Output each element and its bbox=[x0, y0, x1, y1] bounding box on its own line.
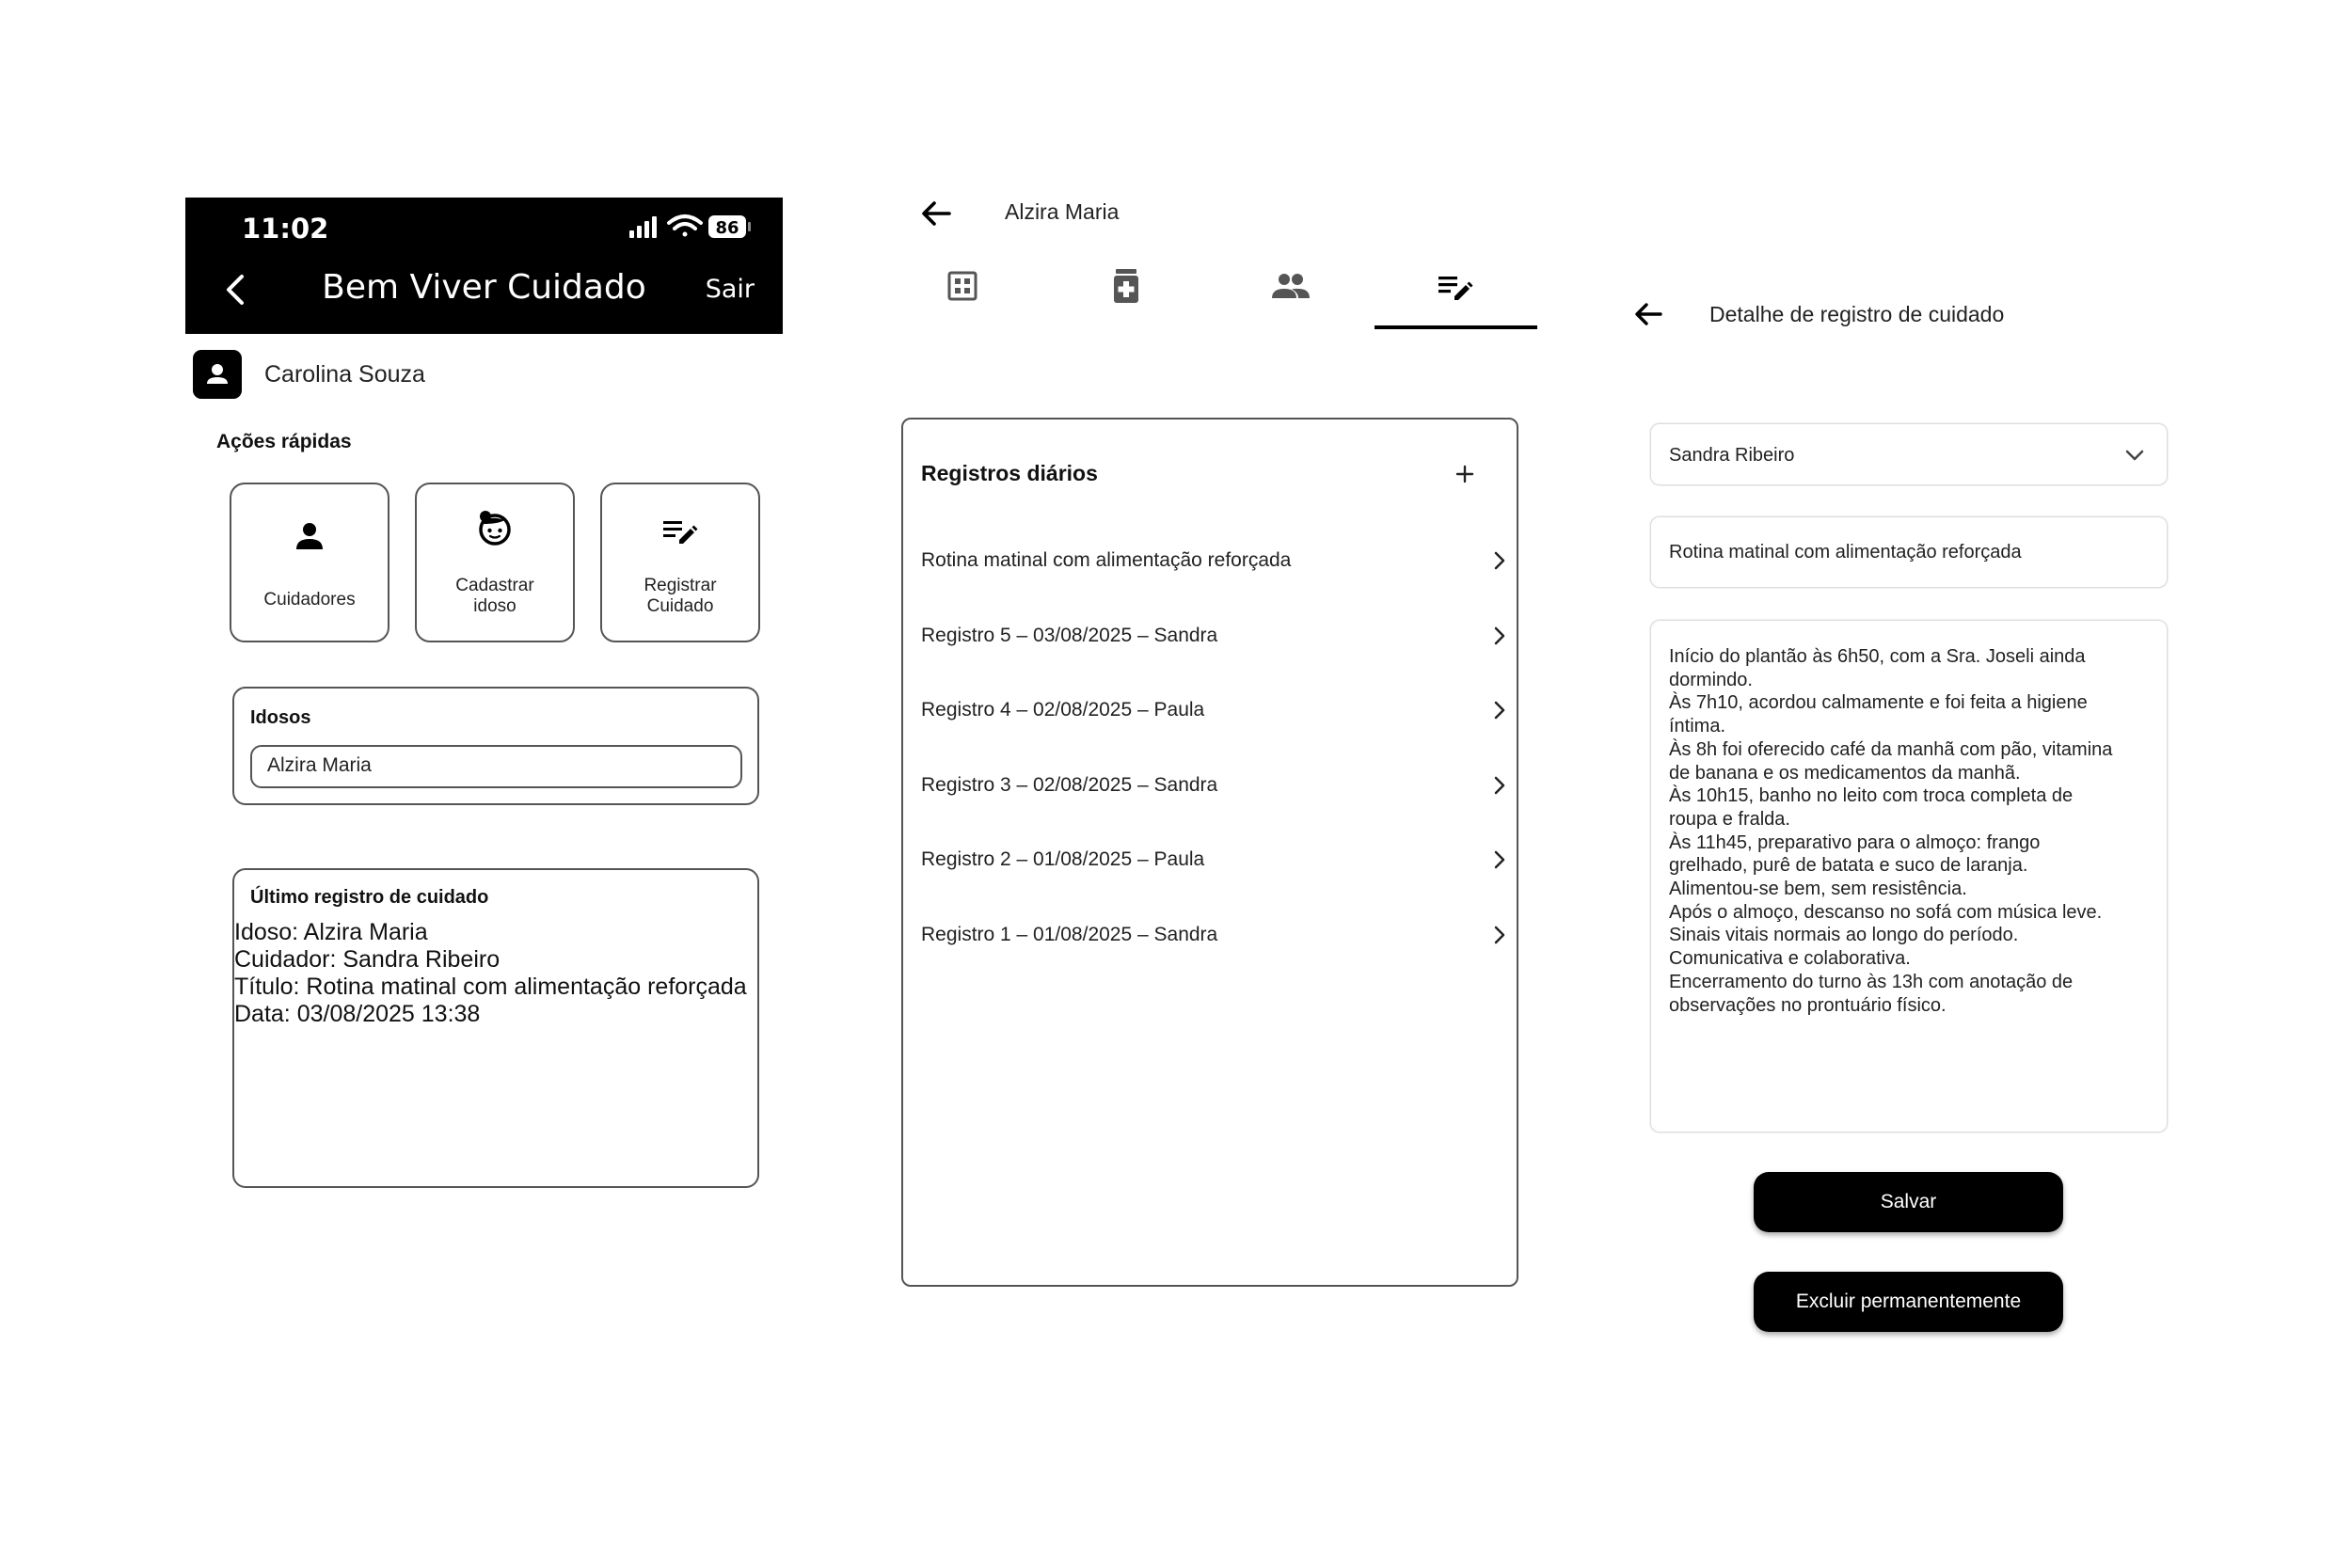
record-title-value: Rotina matinal com alimentação reforçada bbox=[1669, 542, 2022, 562]
tab-people[interactable] bbox=[1271, 273, 1311, 299]
record-item-label: Registro 3 – 02/08/2025 – Sandra bbox=[921, 774, 1218, 796]
record-item[interactable] bbox=[921, 617, 1510, 655]
record-item-label: Registro 1 – 01/08/2025 – Sandra bbox=[921, 924, 1218, 945]
elderly-face-icon bbox=[476, 509, 514, 546]
record-item[interactable] bbox=[921, 916, 1510, 954]
record-item-label: Registro 2 – 01/08/2025 – Paula bbox=[921, 848, 1205, 870]
tab-dashboard[interactable] bbox=[946, 270, 978, 302]
last-record-elder: Idoso: Alzira Maria bbox=[234, 919, 428, 945]
tab-medication[interactable] bbox=[1112, 268, 1140, 304]
person-icon bbox=[193, 350, 242, 399]
caregiver-select-value: Sandra Ribeiro bbox=[1669, 445, 1795, 466]
logout-button[interactable]: Sair bbox=[705, 275, 755, 304]
last-record-card bbox=[232, 868, 759, 1188]
tab-care-records[interactable] bbox=[1437, 272, 1474, 304]
record-item[interactable] bbox=[921, 542, 1510, 579]
elders-card bbox=[232, 687, 759, 805]
record-item[interactable] bbox=[921, 841, 1510, 879]
medication-icon bbox=[1112, 268, 1140, 304]
dashboard-icon bbox=[946, 270, 978, 302]
person-icon bbox=[294, 519, 326, 551]
record-item[interactable] bbox=[921, 691, 1510, 729]
save-button[interactable]: Salvar bbox=[1754, 1172, 2063, 1232]
last-record-title: Último registro de cuidado bbox=[250, 887, 489, 908]
delete-button[interactable]: Excluir permanentemente bbox=[1754, 1272, 2063, 1332]
chevron-down-icon bbox=[2124, 446, 2145, 465]
notes-textarea[interactable] bbox=[1650, 620, 2168, 1132]
register-elder-label: Cadastrar idoso bbox=[455, 576, 534, 616]
chevron-right-icon bbox=[1487, 924, 1510, 946]
daily-records-card bbox=[901, 418, 1518, 1287]
register-care-button[interactable] bbox=[600, 483, 760, 642]
page-title: Detalhe de registro de cuidado bbox=[1709, 302, 2005, 326]
app-title: Bem Viver Cuidado bbox=[322, 268, 646, 307]
record-item-label: Rotina matinal com alimentação reforçada bbox=[921, 549, 1292, 571]
back-arrow-icon[interactable] bbox=[920, 199, 952, 228]
battery-level: 86 bbox=[715, 218, 739, 238]
edit-note-icon bbox=[661, 516, 699, 548]
notes-text: Início do plantão às 6h50, com a Sra. Joseli ainda dormindo. Às 7h10, acordou calmamente e foi feita a higiene íntima. Às 8h foi oferecido café da manhã com pão, vitamina de banana e os medicamentos da manhã. Às 10h15, banho no leito com troca completa de roupa e fralda. Às 11h45, preparativo para o almoço: frango grelhado, purê de batata e suco de laranja. Alimentou-se bem, sem resistência. Após o almoço, descanso no sofá com música leve. Sinais vitais normais ao longo do período. Comunicativa e colaborativa. Encerramento do turno às 13h com anotação de observações no prontuário físico. bbox=[1669, 646, 2113, 1016]
back-arrow-icon[interactable] bbox=[1633, 301, 1663, 327]
chevron-right-icon bbox=[1487, 699, 1510, 721]
current-user bbox=[193, 350, 663, 399]
register-elder-button[interactable] bbox=[415, 483, 575, 642]
status-icons bbox=[628, 212, 769, 242]
add-record-button[interactable] bbox=[1454, 464, 1475, 484]
elder-name: Alzira Maria bbox=[1005, 199, 1120, 224]
chevron-right-icon bbox=[1487, 848, 1510, 871]
last-record-record-title: Título: Rotina matinal com alimentação reforçada bbox=[234, 974, 747, 1000]
elders-title: Idosos bbox=[250, 707, 311, 728]
active-tab-indicator bbox=[1375, 325, 1537, 329]
status-time: 11:02 bbox=[242, 213, 329, 245]
avatar bbox=[193, 350, 242, 399]
daily-records-title: Registros diários bbox=[921, 461, 1098, 485]
signal-icon bbox=[629, 216, 657, 238]
edit-note-icon bbox=[1437, 272, 1474, 304]
battery-icon bbox=[708, 215, 751, 238]
last-record-date: Data: 03/08/2025 13:38 bbox=[234, 1001, 481, 1027]
caregivers-label: Cuidadores bbox=[263, 590, 356, 610]
last-record-caregiver: Cuidador: Sandra Ribeiro bbox=[234, 946, 501, 973]
record-item-label: Registro 4 – 02/08/2025 – Paula bbox=[921, 699, 1205, 721]
register-care-label: Registrar Cuidado bbox=[644, 576, 717, 616]
caregiver-select[interactable] bbox=[1650, 423, 2168, 485]
record-item[interactable] bbox=[921, 767, 1510, 804]
chevron-right-icon bbox=[1487, 625, 1510, 647]
chevron-right-icon bbox=[1487, 549, 1510, 572]
caregivers-button[interactable] bbox=[230, 483, 389, 642]
record-item-label: Registro 5 – 03/08/2025 – Sandra bbox=[921, 625, 1218, 646]
app-header bbox=[185, 198, 783, 334]
quick-actions-title: Ações rápidas bbox=[216, 431, 352, 452]
chevron-right-icon bbox=[1487, 774, 1510, 797]
people-icon bbox=[1271, 273, 1311, 299]
elder-select[interactable]: Alzira Maria bbox=[250, 745, 742, 788]
wifi-icon bbox=[669, 216, 701, 237]
record-title-input[interactable] bbox=[1650, 516, 2168, 588]
user-name: Carolina Souza bbox=[264, 361, 425, 388]
